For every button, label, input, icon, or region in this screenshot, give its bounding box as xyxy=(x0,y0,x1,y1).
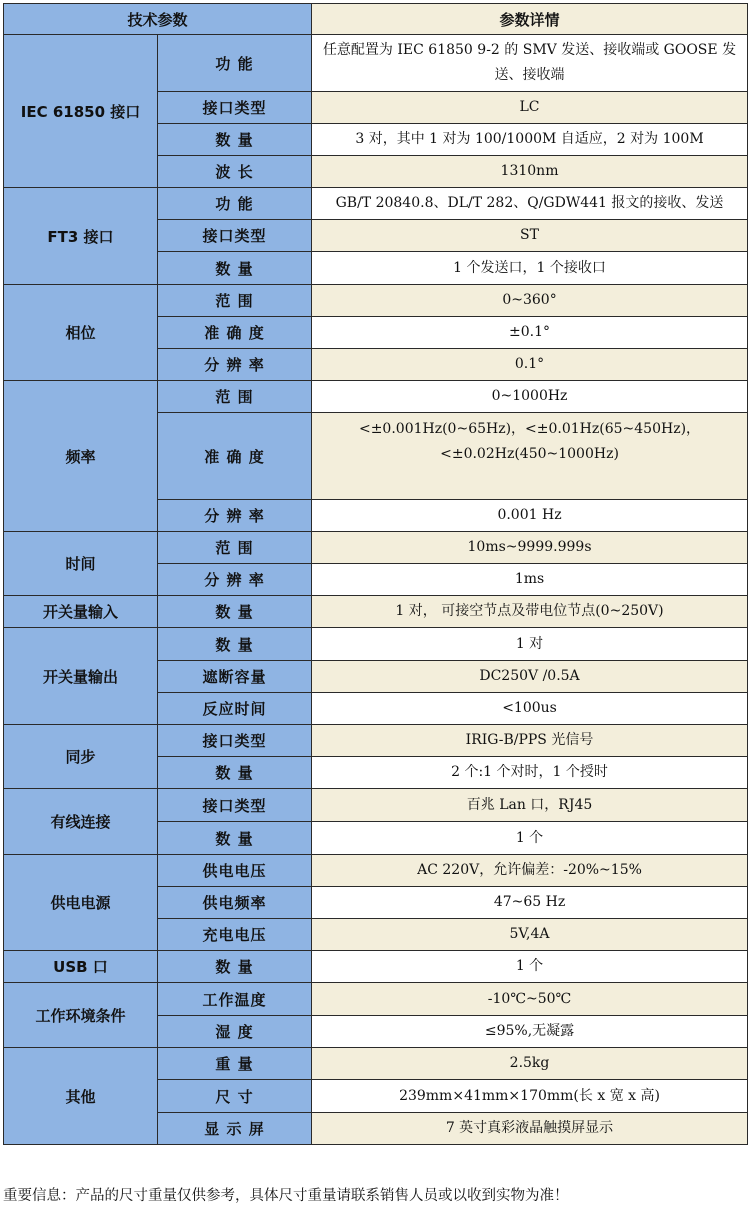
param-value: 1 个发送口，1 个接收口 xyxy=(312,252,748,285)
param-label: 功 能 xyxy=(158,188,312,220)
table-row xyxy=(4,1048,748,1080)
important-note: 重要信息：产品的尺寸重量仅供参考，具体尺寸重量请联系销售人员或以收到实物为准！ xyxy=(3,1188,569,1204)
param-value: 239mm×41mm×170mm(长 x 宽 x 高) xyxy=(312,1080,748,1113)
param-label: 供电频率 xyxy=(158,887,312,919)
param-label: 湿 度 xyxy=(158,1016,312,1048)
param-label: 数 量 xyxy=(158,124,312,156)
param-value: 0.001 Hz xyxy=(312,500,748,532)
param-label: 数 量 xyxy=(158,822,312,855)
spec-table xyxy=(3,3,748,1145)
param-value: 7 英寸真彩液晶触摸屏显示 xyxy=(312,1113,748,1145)
param-value: 任意配置为 IEC 61850 9-2 的 SMV 发送、接收端或 GOOSE 发送、接收端 xyxy=(312,35,748,92)
group-other: 其他 xyxy=(4,1048,158,1145)
param-label: 范 围 xyxy=(158,381,312,413)
group-ft3: FT3 接口 xyxy=(4,188,158,285)
param-value: IRIG-B/PPS 光信号 xyxy=(312,725,748,757)
param-value: AC 220V，允许偏差：-20%~15% xyxy=(312,855,748,887)
param-label: 分 辨 率 xyxy=(158,564,312,596)
table-row xyxy=(4,983,748,1016)
group-switch-input: 开关量输入 xyxy=(4,596,158,628)
param-label: 数 量 xyxy=(158,596,312,628)
table-row xyxy=(4,596,748,628)
group-iec61850: IEC 61850 接口 xyxy=(4,35,158,188)
group-frequency: 频率 xyxy=(4,381,158,532)
param-label: 接口类型 xyxy=(158,725,312,757)
param-value: ±0.1° xyxy=(312,317,748,349)
header-param-details: 参数详情 xyxy=(312,4,748,35)
param-value: 2.5kg xyxy=(312,1048,748,1080)
group-usb: USB 口 xyxy=(4,951,158,983)
param-value: 10ms~9999.999s xyxy=(312,532,748,564)
table-row xyxy=(4,35,748,92)
param-value: ST xyxy=(312,220,748,252)
group-time: 时间 xyxy=(4,532,158,596)
param-label: 接口类型 xyxy=(158,789,312,822)
param-label: 分 辨 率 xyxy=(158,349,312,381)
table-header-row xyxy=(4,4,748,35)
param-label: 显 示 屏 xyxy=(158,1113,312,1145)
param-label: 充电电压 xyxy=(158,919,312,951)
param-label: 范 围 xyxy=(158,532,312,564)
param-label: 功 能 xyxy=(158,35,312,92)
param-label: 接口类型 xyxy=(158,92,312,124)
table-row xyxy=(4,628,748,661)
param-value: 0~360° xyxy=(312,285,748,317)
group-switch-output: 开关量输出 xyxy=(4,628,158,725)
group-environment: 工作环境条件 xyxy=(4,983,158,1048)
param-value: ≤95%,无凝露 xyxy=(312,1016,748,1048)
table-row xyxy=(4,188,748,220)
param-value: 1 个 xyxy=(312,951,748,983)
table-row xyxy=(4,855,748,887)
param-label: 重 量 xyxy=(158,1048,312,1080)
param-label: 供电电压 xyxy=(158,855,312,887)
param-value: <100us xyxy=(312,693,748,725)
group-wired: 有线连接 xyxy=(4,789,158,855)
param-label: 数 量 xyxy=(158,252,312,285)
table-row xyxy=(4,951,748,983)
table-row xyxy=(4,285,748,317)
param-value: GB/T 20840.8、DL/T 282、Q/GDW441 报文的接收、发送 xyxy=(312,188,748,220)
group-phase: 相位 xyxy=(4,285,158,381)
param-value: 1 个 xyxy=(312,822,748,855)
param-value: 5V,4A xyxy=(312,919,748,951)
param-label: 遮断容量 xyxy=(158,661,312,693)
param-value: 1 对 xyxy=(312,628,748,661)
param-value: 1 对， 可接空节点及带电位节点(0~250V) xyxy=(312,596,748,628)
param-value: DC250V /0.5A xyxy=(312,661,748,693)
param-value: 3 对，其中 1 对为 100/1000M 自适应，2 对为 100M xyxy=(312,124,748,156)
param-label: 尺 寸 xyxy=(158,1080,312,1113)
param-label: 反应时间 xyxy=(158,693,312,725)
table-row xyxy=(4,725,748,757)
param-label: 接口类型 xyxy=(158,220,312,252)
param-value: 1310nm xyxy=(312,156,748,188)
param-label: 数 量 xyxy=(158,951,312,983)
param-label: 准 确 度 xyxy=(158,413,312,500)
param-value: LC xyxy=(312,92,748,124)
param-label: 准 确 度 xyxy=(158,317,312,349)
param-label: 数 量 xyxy=(158,628,312,661)
param-label: 波 长 xyxy=(158,156,312,188)
param-value: 0.1° xyxy=(312,349,748,381)
param-label: 范 围 xyxy=(158,285,312,317)
param-label: 分 辨 率 xyxy=(158,500,312,532)
param-value: 2 个:1 个对时，1 个授时 xyxy=(312,757,748,789)
param-value: <±0.001Hz(0~65Hz)，<±0.01Hz(65~450Hz)，<±0.02Hz(450~1000Hz) xyxy=(312,413,748,500)
param-value: 0~1000Hz xyxy=(312,381,748,413)
param-value: 1ms xyxy=(312,564,748,596)
param-value: 47~65 Hz xyxy=(312,887,748,919)
table-row xyxy=(4,381,748,413)
group-power: 供电电源 xyxy=(4,855,158,951)
param-label: 工作温度 xyxy=(158,983,312,1016)
group-sync: 同步 xyxy=(4,725,158,789)
param-value: -10℃~50℃ xyxy=(312,983,748,1016)
table-row xyxy=(4,789,748,822)
header-tech-params: 技术参数 xyxy=(4,4,312,35)
table-row xyxy=(4,532,748,564)
param-label: 数 量 xyxy=(158,757,312,789)
param-value: 百兆 Lan 口，RJ45 xyxy=(312,789,748,822)
